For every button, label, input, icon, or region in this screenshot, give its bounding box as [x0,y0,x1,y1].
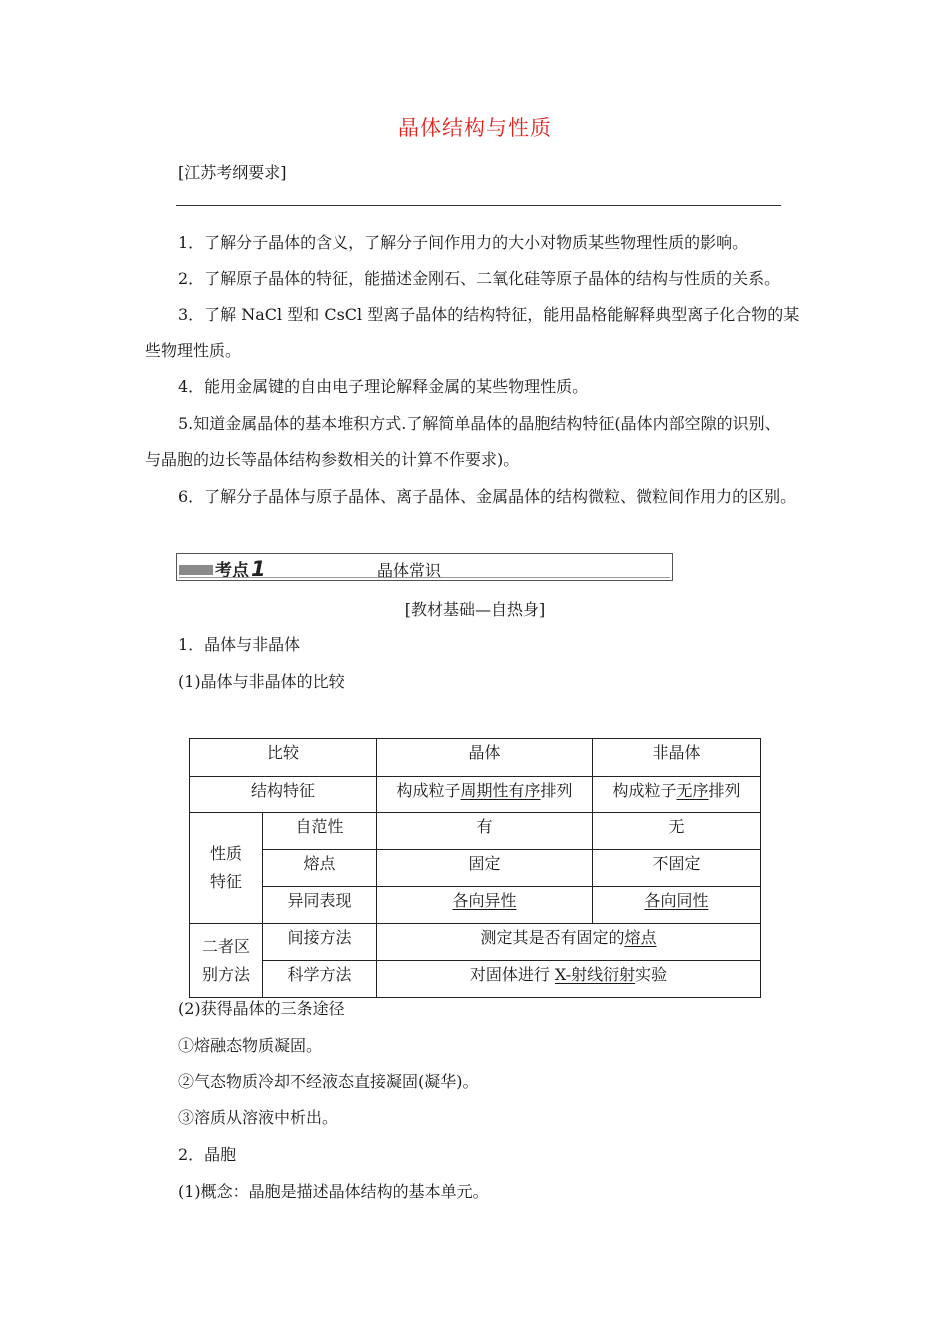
requirement-5-cont: 与晶胞的边长等晶体结构参数相关的计算不作要求)。 [145,450,520,469]
requirement-3: 3．了解 NaCl 型和 CsCl 型离子晶体的结构特征，能用晶格能解释典型离子化合物的某 [178,305,800,324]
self-shape-label: 自范性 [263,813,377,850]
self-shape-crystal: 有 [377,813,593,850]
page-title: 晶体结构与性质 [398,116,552,140]
requirement-4: 4．能用金属键的自由电子理论解释金属的某些物理性质。 [178,377,589,396]
comparison-table [189,738,761,998]
table-row [190,850,761,887]
table-row [190,739,761,777]
melting-amorphous: 不固定 [593,850,761,887]
property-group: 性质 特征 [190,813,263,924]
method-group: 二者区 别方法 [190,924,263,998]
heading-three-ways: (2)获得晶体的三条途径 [178,999,345,1018]
banner-underline [179,577,670,578]
banner-bar [179,565,213,575]
scientific-label: 科学方法 [263,961,377,998]
anisotropy-amorphous: 各向同性 [593,887,761,924]
scientific-method: 对固体进行 X-射线衍射实验 [377,961,761,998]
table-row [190,924,761,961]
self-shape-amorphous: 无 [593,813,761,850]
syllabus-label: [江苏考纲要求] [178,163,287,182]
anisotropy-crystal: 各向异性 [377,887,593,924]
anisotropy-label: 异同表现 [263,887,377,924]
structure-label: 结构特征 [190,777,377,813]
table-row [190,777,761,813]
way-2: ②气态物质冷却不经液态直接凝固(凝华)。 [178,1072,479,1091]
heading-unit-cell: 2．晶胞 [178,1145,237,1164]
heading-comparison: (1)晶体与非晶体的比较 [178,672,345,691]
section-badge-text: 考点 [215,561,249,581]
way-3: ③溶质从溶液中析出。 [178,1108,339,1127]
table-row [190,813,761,850]
indirect-method: 测定其是否有固定的熔点 [377,924,761,961]
structure-crystal: 构成粒子周期性有序排列 [377,777,593,813]
indirect-label: 间接方法 [263,924,377,961]
requirement-3-cont: 些物理性质。 [145,341,242,360]
way-1: ①熔融态物质凝固。 [178,1036,323,1055]
header-crystal: 晶体 [377,739,593,777]
section-badge-number: 1 [251,557,266,581]
section-banner [176,553,673,581]
subsection-title: [教材基础—自热身] [404,600,546,619]
requirement-2: 2．了解原子晶体的特征，能描述金刚石、二氧化硅等原子晶体的结构与性质的关系。 [178,269,781,288]
heading-crystal-vs-amorphous: 1．晶体与非晶体 [178,635,301,654]
header-amorphous: 非晶体 [593,739,761,777]
table-row [190,887,761,924]
divider-line [176,205,781,206]
table-row [190,961,761,998]
header-compare: 比较 [190,739,377,777]
structure-amorphous: 构成粒子无序排列 [593,777,761,813]
section-topic: 晶体常识 [377,561,442,580]
requirement-1: 1．了解分子晶体的含义，了解分子间作用力的大小对物质某些物理性质的影响。 [178,233,749,252]
melting-label: 熔点 [263,850,377,887]
melting-crystal: 固定 [377,850,593,887]
requirement-6: 6．了解分子晶体与原子晶体、离子晶体、金属晶体的结构微粒、微粒间作用力的区别。 [178,487,797,506]
requirement-5: 5.知道金属晶体的基本堆积方式.了解简单晶体的晶胞结构特征(晶体内部空隙的识别、 [178,414,781,433]
unit-cell-concept: (1)概念：晶胞是描述晶体结构的基本单元。 [178,1182,489,1201]
